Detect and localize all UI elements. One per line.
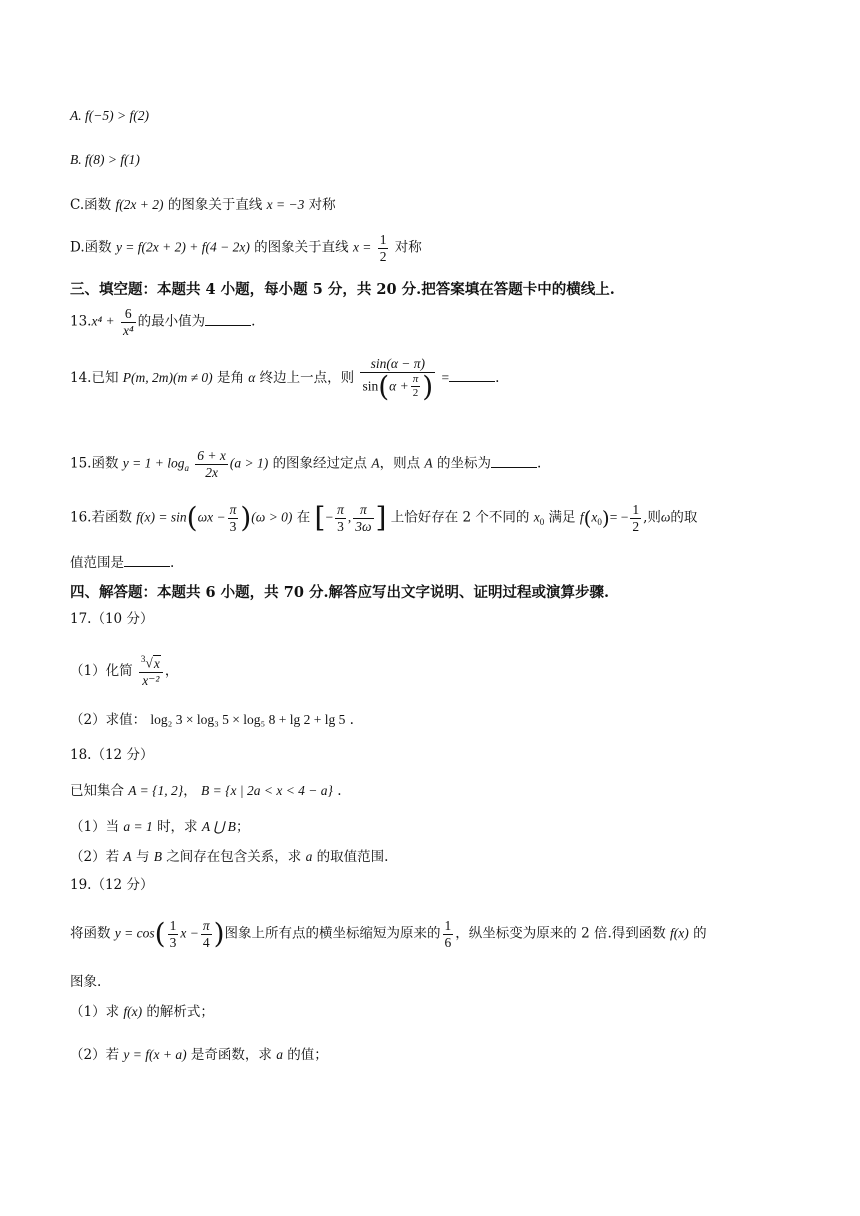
- q16-int-pi1: π: [337, 502, 344, 517]
- q16-int-neg: −: [325, 509, 334, 525]
- option-d-line-lhs: x =: [352, 239, 372, 255]
- q16-pi-third: [228, 502, 239, 534]
- q19-header: 19.（12 分）: [70, 877, 154, 893]
- option-d-expr: y = f(2x + 2) + f(4 − 2x): [115, 239, 250, 255]
- q16-half: [630, 502, 641, 534]
- q19-frac-sixth: [443, 918, 454, 950]
- q14-text2: 终边上一点，则: [259, 369, 355, 386]
- q17-p1-label: （1）化简: [70, 662, 133, 679]
- q16-omega: ω: [660, 509, 671, 525]
- q19-text-mid: 图象上所有点的横坐标缩短为原来的: [224, 925, 441, 942]
- q19-p1-end: 的解析式；: [146, 1004, 214, 1020]
- q19-four: 4: [202, 934, 210, 950]
- option-d-prefix: D.函数: [70, 239, 112, 256]
- q18-p1-pre: （1）当: [70, 819, 120, 835]
- question-13: [70, 306, 255, 338]
- q16-answer-blank[interactable]: [124, 554, 170, 567]
- q14-left-paren: (: [378, 369, 390, 403]
- q19-text-line-2: 图象.: [70, 974, 102, 990]
- q15-end: .: [536, 455, 542, 472]
- q16-int-comma: ,: [347, 509, 352, 525]
- q15-fraction: [195, 448, 228, 480]
- q14-den-sin: sin: [362, 378, 379, 394]
- q13-text: 的最小值为: [137, 313, 206, 330]
- q16-fx: f(x) = sin: [136, 509, 187, 525]
- q16-fx0: f: [579, 509, 584, 525]
- q19-right-paren: ): [213, 917, 225, 951]
- q18-p1-cond: a = 1: [123, 819, 153, 834]
- q18-p1-end: ；: [235, 819, 250, 835]
- q13-number: 13.: [70, 313, 92, 330]
- q17-frac-num: [139, 654, 163, 673]
- q17-frac-den: x⁻²: [142, 673, 160, 689]
- q16-int-three2: 3ω: [355, 518, 372, 534]
- q16-right-paren: ): [240, 501, 252, 535]
- q16-left-paren: (: [186, 501, 198, 535]
- q16-number: 16.若函数: [70, 509, 132, 526]
- q19-p2-expr: y = f(x + a): [123, 1047, 187, 1062]
- q13-answer-blank[interactable]: [205, 313, 251, 326]
- q18-part-1: [70, 817, 249, 837]
- option-b: [70, 150, 140, 170]
- option-c-suffix: 对称: [308, 197, 336, 213]
- q19-x-minus: x −: [180, 925, 199, 941]
- q15-frac-num: 6 + x: [197, 448, 226, 463]
- q15-text1: 的图象经过定点: [272, 455, 368, 472]
- q16-fx0-inner: x: [591, 509, 598, 525]
- q16-half-num: 1: [632, 502, 640, 517]
- option-d-mid: 的图象关于直线: [254, 239, 349, 256]
- q19-left-paren: (: [154, 917, 166, 951]
- q16-cond: (ω > 0): [251, 509, 293, 525]
- q16-line2: 值范围是: [70, 555, 124, 571]
- q14-fraction: [360, 356, 435, 401]
- q17-p2-end: .: [349, 712, 354, 728]
- option-b-text: B. f(8) > f(1): [70, 152, 140, 167]
- q19-part-2: [70, 1045, 328, 1065]
- q16-left-bracket: [: [314, 501, 326, 535]
- option-c-expr: f(2x + 2): [115, 197, 164, 212]
- q17-part-2: [70, 710, 354, 730]
- q14-end: .: [495, 369, 500, 386]
- q16-text-in: 在: [296, 509, 311, 526]
- q19-text: [70, 918, 707, 950]
- q15-text3: 的坐标为: [436, 455, 491, 472]
- q18-p1-mid: 时，求: [157, 819, 198, 835]
- section-3-heading: 三、填空题：本题共 4 小题，每小题 5 分，共 20 分.把答案填在答题卡中的横线上.: [70, 281, 615, 298]
- q15-cond: (a > 1): [229, 455, 269, 471]
- q19-text-mid2: ，纵坐标变为原来的 2 倍.得到函数: [455, 925, 666, 942]
- option-d: [70, 232, 422, 264]
- q18-set-b: B = {x | 2a < x < 4 − a}: [201, 783, 333, 798]
- q19-text-pre: 将函数: [70, 925, 111, 942]
- q18-p2-end: 的取值范围.: [316, 849, 389, 865]
- q16-x0: x: [533, 509, 540, 525]
- q16-int-frac1: [335, 502, 346, 534]
- q19-pi: π: [202, 918, 210, 933]
- q18-p2-mid1: 与: [135, 849, 150, 865]
- q19-text-end: 的: [693, 925, 707, 942]
- q14-answer-blank[interactable]: [449, 369, 495, 382]
- option-d-fraction: [378, 232, 389, 264]
- q19-fn: y = cos: [114, 925, 155, 941]
- q19-p2-pre: （2）若: [70, 1047, 120, 1063]
- q16-right-bracket: ]: [375, 501, 387, 535]
- q19-p1-fx: f(x): [123, 1004, 143, 1019]
- q19-frac1-num: 1: [169, 918, 177, 933]
- q14-pi-half: [411, 373, 421, 399]
- q13-fraction: [121, 306, 136, 338]
- q15-point-a: A: [371, 455, 380, 471]
- q16-three: 3: [229, 518, 237, 534]
- q13-lhs: x⁴ +: [91, 313, 115, 329]
- q17-fraction: [139, 654, 163, 689]
- q18-given: [70, 781, 342, 801]
- q19-frac2-num: 1: [444, 918, 452, 933]
- q18-p2-b: B: [153, 849, 162, 864]
- q14-two: 2: [412, 387, 419, 400]
- q17-radicand: x: [153, 655, 160, 671]
- q14-den-inner: α +: [389, 378, 409, 394]
- q14-number: 14.已知: [70, 369, 119, 386]
- q16-fx0-rparen: ): [601, 506, 610, 531]
- q14-point: P(m, 2m)(m ≠ 0): [122, 369, 213, 385]
- q18-given-end: .: [337, 783, 342, 799]
- q15-answer-blank[interactable]: [491, 455, 537, 468]
- radical-sign-icon: √: [145, 655, 153, 671]
- q18-part-2: [70, 847, 388, 867]
- q16-int-frac2: [353, 502, 373, 534]
- q16-eq: = −: [609, 509, 629, 525]
- option-c-mid: 的图象关于直线: [167, 197, 263, 213]
- option-a: [70, 106, 149, 126]
- option-c: [70, 195, 336, 215]
- q16-inner: ωx −: [197, 509, 226, 525]
- q18-p2-a: A: [123, 849, 132, 864]
- q15-base: a: [184, 463, 189, 474]
- q16-int-pi2: π: [353, 502, 373, 519]
- q15-number: 15.函数: [70, 455, 119, 472]
- q19-p2-var: a: [276, 1047, 283, 1062]
- q18-p2-mid2: 之间存在包含关系，求: [166, 849, 302, 865]
- q13-frac-num: 6: [121, 306, 136, 323]
- q15-text2: ，则点: [379, 455, 421, 472]
- q18-p2-var: a: [305, 849, 313, 864]
- q19-frac-third: [168, 918, 179, 950]
- question-16-line-2: [70, 553, 174, 573]
- q16-pi: π: [229, 502, 237, 517]
- q15-point-a2: A: [424, 455, 433, 471]
- question-16: [70, 502, 697, 534]
- q17-root-index: 3: [140, 654, 146, 664]
- q17-p2-expr: log₂ 3 × log₃ 5 × log₅ 8 + lg 2 + lg 5: [150, 712, 346, 727]
- q18-given-pre: 已知集合: [70, 783, 124, 799]
- option-c-prefix: C.函数: [70, 197, 112, 213]
- q15-frac-den: 2x: [205, 464, 218, 480]
- question-15: [70, 448, 541, 480]
- q15-lhs: y = 1 + log: [122, 455, 185, 471]
- q17-header: 17.（10 分）: [70, 611, 154, 627]
- q16-text2: 满足: [548, 509, 576, 526]
- q13-frac-den: x⁴: [122, 322, 134, 338]
- q14-right-paren: ): [422, 369, 434, 403]
- q19-frac2-den: 6: [444, 934, 452, 950]
- q18-p1-expr: A ⋃ B: [201, 819, 236, 834]
- q16-int-three1: 3: [337, 518, 344, 534]
- q16-text4: 的取: [670, 509, 698, 526]
- q16-fx0-sub: 0: [597, 517, 602, 528]
- q14-text1: 是角: [216, 369, 244, 386]
- q14-pi: π: [412, 373, 419, 386]
- q16-text3: ,则: [643, 509, 661, 526]
- q16-fx0-lparen: (: [583, 506, 592, 531]
- option-a-text: A. f(−5) > f(2): [70, 108, 149, 123]
- q19-p1-pre: （1）求: [70, 1004, 120, 1020]
- q14-frac-den: [360, 369, 435, 403]
- q18-p2-pre: （2）若: [70, 849, 120, 865]
- q16-x0-sub: 0: [539, 517, 545, 528]
- q14-alpha: α: [248, 369, 256, 385]
- q19-frac-pi-quarter: [201, 918, 212, 950]
- q17-p2-label: （2）求值：: [70, 712, 147, 728]
- q18-set-a: A = {1, 2}: [128, 783, 184, 798]
- q17-p1-end: ，: [164, 662, 179, 679]
- q16-half-den: 2: [632, 518, 640, 534]
- q16-end: .: [170, 555, 175, 571]
- option-d-frac-den: 2: [379, 248, 387, 264]
- option-d-frac-num: 1: [379, 232, 387, 247]
- q19-p2-end: 的值；: [287, 1047, 328, 1063]
- q19-part-1: [70, 1002, 214, 1022]
- section-4-heading: 四、解答题：本题共 6 小题，共 70 分.解答应写出文字说明、证明过程或演算步骤.: [70, 584, 610, 601]
- q14-eq: =: [441, 369, 450, 385]
- option-d-suffix: 对称: [394, 239, 422, 256]
- q19-frac1-den: 3: [169, 934, 177, 950]
- q14-frac-num: sin(α − π): [360, 356, 435, 373]
- q19-p2-mid: 是奇函数，求: [190, 1047, 272, 1063]
- q13-end: .: [251, 313, 256, 330]
- question-14: [70, 356, 499, 401]
- option-c-line: x = −3: [266, 197, 305, 212]
- q18-given-mid: ，: [183, 783, 197, 799]
- q18-header: 18.（12 分）: [70, 747, 154, 763]
- q16-text1: 上恰好存在 2 个不同的: [390, 509, 530, 526]
- q19-fx: f(x): [670, 925, 689, 941]
- q17-part-1: [70, 654, 178, 689]
